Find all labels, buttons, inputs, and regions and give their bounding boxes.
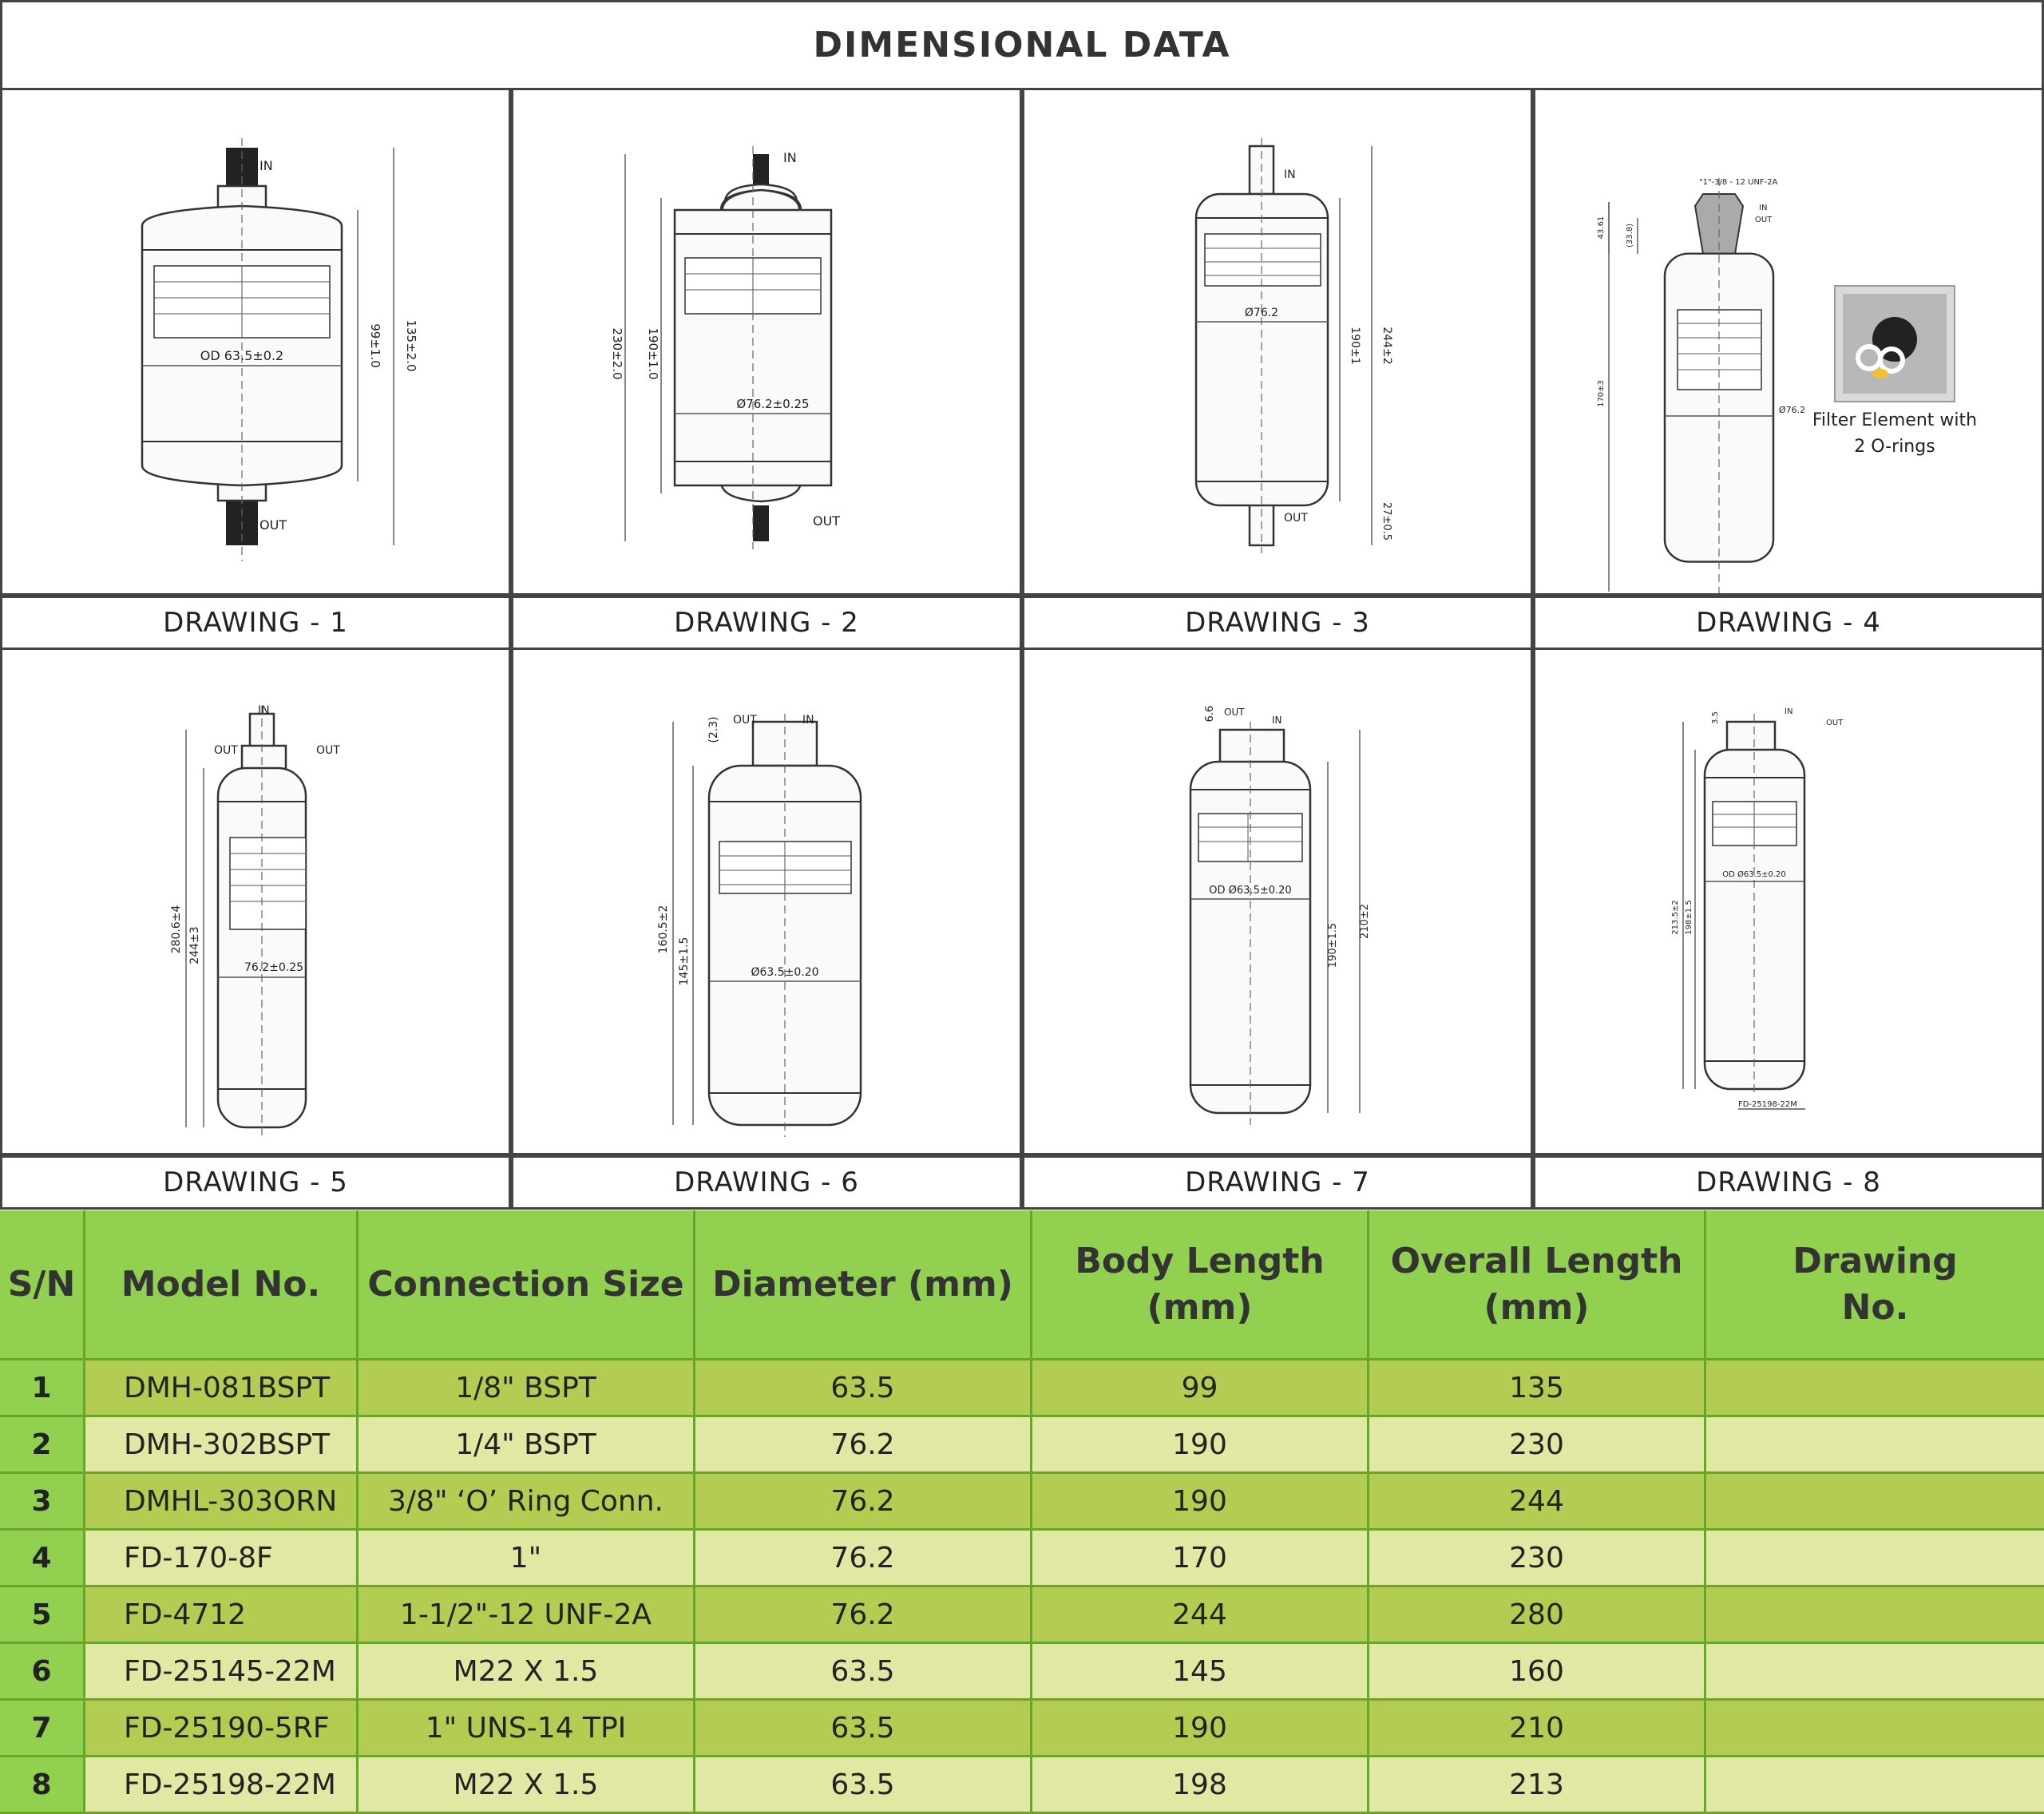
- table-row: [0, 1474, 2044, 1531]
- drawing-4-out-label: OUT: [1755, 216, 1773, 224]
- cell-overall-length: 244: [1369, 1474, 1706, 1531]
- drawing-2-caption: DRAWING - 2: [511, 596, 1022, 650]
- cell-sn: 5: [0, 1587, 85, 1644]
- drawing-5-caption: DRAWING - 5: [0, 1155, 511, 1210]
- drawing-3-out-label: OUT: [1284, 512, 1308, 525]
- cell-connection: 3/8" ‘O’ Ring Conn.: [358, 1474, 695, 1531]
- cell-model: FD-25145-22M: [85, 1644, 358, 1701]
- drawing-2-body-label: 190±1.0: [646, 327, 660, 380]
- drawing-6-caption: DRAWING - 6: [511, 1155, 1022, 1210]
- drawing-1-in-label: IN: [259, 158, 273, 173]
- drawing-5-diameter-label: 76.2±0.25: [244, 961, 304, 974]
- drawing-8-overall-label: 213.5±2: [1671, 900, 1680, 935]
- cell-sn: 8: [0, 1757, 85, 1814]
- drawing-8-out-label: OUT: [1826, 719, 1844, 727]
- drawing-4-image: [1533, 88, 2044, 596]
- cell-model: DMH-302BSPT: [85, 1417, 358, 1474]
- drawing-8-image: [1533, 648, 2044, 1155]
- drawing-3-end-label: 27±0.5: [1380, 501, 1392, 541]
- header-body-length: [1032, 1210, 1369, 1360]
- drawing-2-image: [511, 88, 1022, 596]
- drawing-7-out-label: OUT: [1224, 707, 1245, 718]
- cell-model: DMHL-303ORN: [85, 1474, 358, 1531]
- cell-connection: 1/8" BSPT: [358, 1360, 695, 1417]
- drawing-5-out-left-label: OUT: [214, 744, 238, 757]
- drawing-1-image: [0, 88, 511, 596]
- cell-body-length: 244: [1032, 1587, 1369, 1644]
- header-drawing-line2: No.: [1841, 1286, 1909, 1328]
- table-row: [0, 1531, 2044, 1587]
- table-row: [0, 1417, 2044, 1474]
- drawing-6-top-label: (2.3): [707, 716, 720, 743]
- table-row: [0, 1587, 2044, 1644]
- drawing-8-diameter-label: OD Ø63.5±0.20: [1722, 870, 1786, 879]
- drawing-1-caption: DRAWING - 1: [0, 596, 511, 650]
- drawing-6-out-label: OUT: [733, 714, 757, 727]
- drawing-8-caption: DRAWING - 8: [1533, 1155, 2044, 1210]
- cell-drawing-no: [1706, 1531, 2044, 1587]
- cell-drawing-no: [1706, 1644, 2044, 1701]
- drawing-4-overall-label: 170±3: [1597, 380, 1606, 407]
- cell-body-length: 190: [1032, 1474, 1369, 1531]
- drawing-7-overall-label: 210±2: [1359, 904, 1371, 939]
- header-drawing-no: [1706, 1210, 2044, 1360]
- drawing-6-image: [511, 648, 1022, 1155]
- cell-body-length: 145: [1032, 1644, 1369, 1701]
- cell-connection: 1": [358, 1531, 695, 1587]
- cell-sn: 2: [0, 1417, 85, 1474]
- drawing-4-neck-label: (33.8): [1626, 223, 1634, 248]
- cell-diameter: 76.2: [695, 1474, 1032, 1531]
- drawing-3-caption: DRAWING - 3: [1022, 596, 1533, 650]
- drawing-7-body-label: 190±1.5: [1327, 922, 1339, 968]
- cell-sn: 1: [0, 1360, 85, 1417]
- header-sn: S/N: [0, 1210, 85, 1360]
- drawing-4-top-label: 43.61: [1597, 216, 1606, 240]
- header-overall-line1: Overall Length: [1390, 1240, 1683, 1281]
- drawing-4-caption: DRAWING - 4: [1533, 596, 2044, 650]
- cell-connection: 1/4" BSPT: [358, 1417, 695, 1474]
- drawing-5-body-label: 244±3: [188, 926, 201, 964]
- header-body-line2: (mm): [1147, 1286, 1253, 1328]
- drawing-7-diameter-label: OD Ø63.5±0.20: [1209, 885, 1292, 897]
- cell-drawing-no: [1706, 1360, 2044, 1417]
- table-row: [0, 1701, 2044, 1757]
- cell-drawing-no: [1706, 1587, 2044, 1644]
- table-row: [0, 1360, 2044, 1417]
- drawing-6-in-label: IN: [802, 714, 814, 727]
- cell-overall-length: 230: [1369, 1417, 1706, 1474]
- drawing-7-in-label: IN: [1272, 715, 1282, 726]
- drawing-8-in-label: IN: [1785, 707, 1793, 716]
- cell-diameter: 63.5: [695, 1701, 1032, 1757]
- cell-diameter: 63.5: [695, 1360, 1032, 1417]
- drawings-grid: [0, 88, 2044, 1210]
- page-title: DIMENSIONAL DATA: [0, 0, 2044, 90]
- cell-body-length: 170: [1032, 1531, 1369, 1587]
- cell-model: FD-25190-5RF: [85, 1701, 358, 1757]
- drawing-5-image: [0, 648, 511, 1155]
- drawing-1-diameter-label: OD 63.5±0.2: [200, 348, 284, 363]
- drawing-3-diameter-label: Ø76.2: [1244, 307, 1279, 319]
- drawing-1-body-label: 99±1.0: [368, 323, 382, 368]
- cell-diameter: 76.2: [695, 1417, 1032, 1474]
- cell-sn: 4: [0, 1531, 85, 1587]
- cell-drawing-no: [1706, 1474, 2044, 1531]
- cell-drawing-no: [1706, 1757, 2044, 1814]
- drawing-4-in-label: IN: [1759, 204, 1768, 212]
- cell-model: FD-170-8F: [85, 1531, 358, 1587]
- header-diameter: Diameter (mm): [695, 1210, 1032, 1360]
- drawing-6-overall-label: 160.5±2: [657, 905, 670, 954]
- drawing-4-note-line1: Filter Element with: [1812, 410, 1978, 430]
- drawing-7-image: [1022, 648, 1533, 1155]
- table-header-row: [0, 1210, 2044, 1360]
- drawing-1-overall-label: 135±2.0: [404, 319, 418, 372]
- drawing-8-model-label: FD-25198-22M: [1738, 1100, 1797, 1109]
- cell-overall-length: 280: [1369, 1587, 1706, 1644]
- drawing-3-image: [1022, 88, 1533, 596]
- cell-drawing-no: [1706, 1701, 2044, 1757]
- drawing-4-diameter-label: Ø76.2: [1779, 405, 1806, 415]
- header-overall-length: [1369, 1210, 1706, 1360]
- drawing-8-top-label: 3.5: [1711, 711, 1720, 724]
- cell-connection: 1" UNS-14 TPI: [358, 1701, 695, 1757]
- drawing-1-out-label: OUT: [259, 517, 287, 533]
- cell-diameter: 63.5: [695, 1757, 1032, 1814]
- cell-overall-length: 135: [1369, 1360, 1706, 1417]
- cell-model: DMH-081BSPT: [85, 1360, 358, 1417]
- header-drawing-line1: Drawing: [1792, 1240, 1958, 1281]
- drawing-3-overall-label: 244±2: [1380, 327, 1393, 365]
- cell-sn: 7: [0, 1701, 85, 1757]
- cell-model: FD-4712: [85, 1587, 358, 1644]
- cell-body-length: 190: [1032, 1417, 1369, 1474]
- drawing-3-in-label: IN: [1284, 168, 1296, 181]
- cell-diameter: 63.5: [695, 1644, 1032, 1701]
- drawing-5-in-label: IN: [258, 704, 270, 717]
- drawing-2-diameter-label: Ø76.2±0.25: [736, 397, 810, 411]
- drawing-2-overall-label: 230±2.0: [610, 327, 624, 380]
- cell-overall-length: 230: [1369, 1531, 1706, 1587]
- dimension-table: [0, 1210, 2044, 1813]
- cell-body-length: 99: [1032, 1360, 1369, 1417]
- table-row: [0, 1757, 2044, 1814]
- cell-sn: 3: [0, 1474, 85, 1531]
- header-model: Model No.: [85, 1210, 358, 1360]
- drawing-8-body-label: 198±1.5: [1685, 900, 1693, 935]
- drawing-2-in-label: IN: [783, 150, 797, 165]
- drawing-5-out-right-label: OUT: [316, 744, 340, 757]
- header-connection: Connection Size: [358, 1210, 695, 1360]
- drawing-3-body-label: 190±1: [1349, 327, 1361, 365]
- cell-overall-length: 210: [1369, 1701, 1706, 1757]
- drawing-7-top-label: 6.6: [1204, 705, 1216, 723]
- cell-connection: M22 X 1.5: [358, 1757, 695, 1814]
- cell-drawing-no: [1706, 1417, 2044, 1474]
- drawing-2-out-label: OUT: [813, 513, 841, 529]
- cell-body-length: 198: [1032, 1757, 1369, 1814]
- drawing-4-thread-label: "1"-3/8 - 12 UNF-2A: [1699, 178, 1778, 187]
- drawing-5-overall-label: 280.6±4: [170, 905, 183, 954]
- drawing-6-diameter-label: Ø63.5±0.20: [751, 966, 819, 979]
- cell-sn: 6: [0, 1644, 85, 1701]
- table-row: [0, 1644, 2044, 1701]
- drawing-6-body-label: 145±1.5: [678, 937, 691, 986]
- cell-connection: 1-1/2"-12 UNF-2A: [358, 1587, 695, 1644]
- filter-element-photo: [1835, 286, 1955, 402]
- header-body-line1: Body Length: [1075, 1240, 1325, 1281]
- drawing-7-caption: DRAWING - 7: [1022, 1155, 1533, 1210]
- cell-overall-length: 213: [1369, 1757, 1706, 1814]
- cell-diameter: 76.2: [695, 1531, 1032, 1587]
- cell-connection: M22 X 1.5: [358, 1644, 695, 1701]
- cell-overall-length: 160: [1369, 1644, 1706, 1701]
- cell-diameter: 76.2: [695, 1587, 1032, 1644]
- cell-model: FD-25198-22M: [85, 1757, 358, 1814]
- cell-body-length: 190: [1032, 1701, 1369, 1757]
- header-overall-line2: (mm): [1483, 1286, 1590, 1328]
- drawing-4-note-line2: 2 O-rings: [1854, 437, 1935, 457]
